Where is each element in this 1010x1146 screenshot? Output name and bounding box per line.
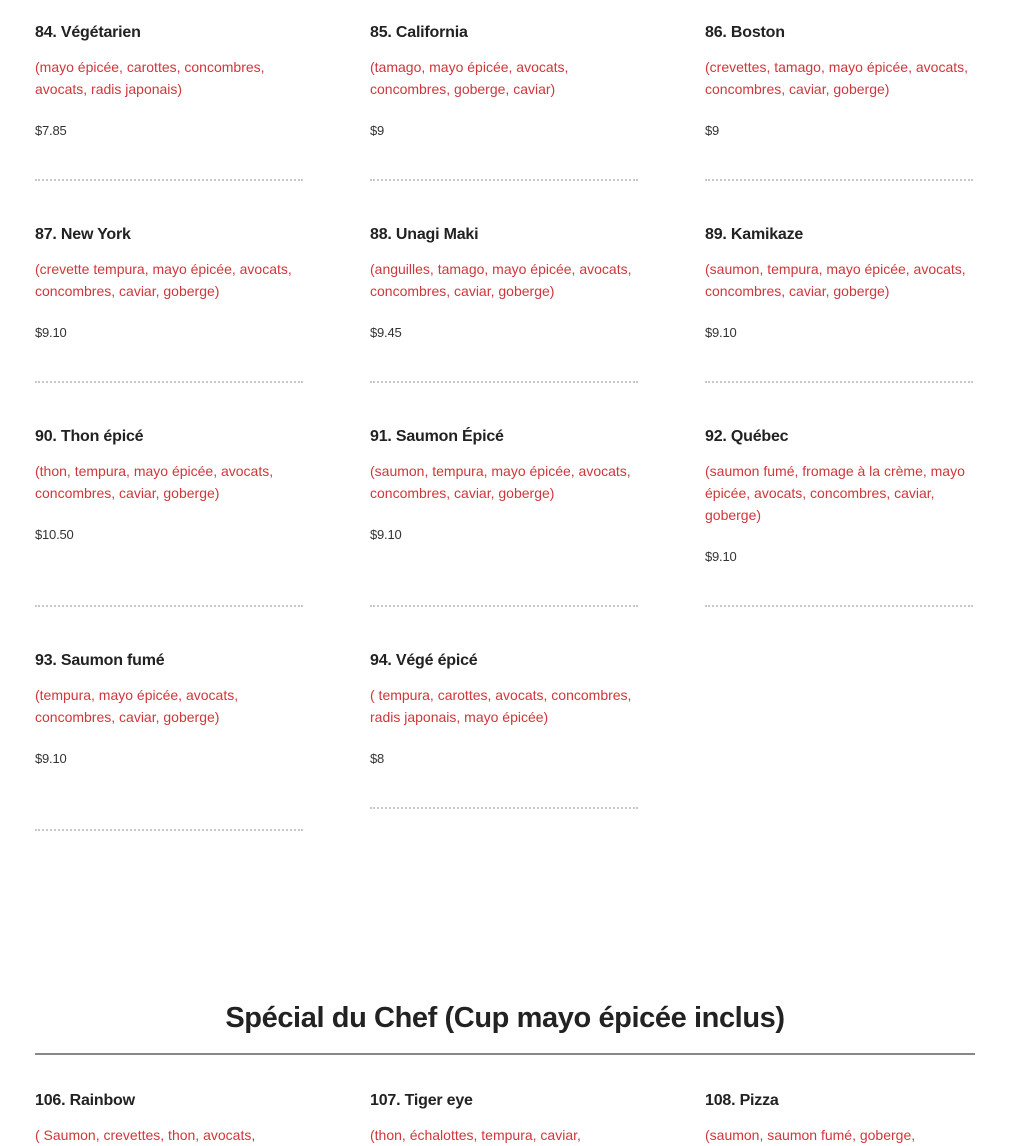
menu-item	[35, 1088, 305, 1146]
item-price: $10.50	[35, 527, 74, 542]
item-description: (mayo épicée, carottes, concombres, avocats, radis japonais)	[35, 59, 265, 97]
item-price: $9	[705, 123, 720, 138]
menu-item	[35, 222, 305, 424]
item-description: (thon, tempura, mayo épicée, avocats, concombres, caviar, goberge)	[35, 463, 274, 501]
item-title: 85. California	[370, 24, 468, 41]
item-description: ( tempura, carottes, avocats, concombres, radis japonais, mayo épicée)	[370, 687, 632, 725]
section-title: Spécial du Chef (Cup mayo épicée inclus)	[225, 1002, 785, 1034]
item-title: 89. Kamikaze	[705, 226, 804, 243]
item-price: $9.10	[35, 751, 67, 766]
item-description: (thon, échalottes, tempura, caviar,	[370, 1127, 581, 1143]
item-price: $8	[370, 751, 385, 766]
item-title: 87. New York	[35, 226, 131, 243]
item-price: $7.85	[35, 123, 67, 138]
dotted-divider	[370, 375, 638, 383]
item-title: 84. Végétarien	[35, 24, 141, 41]
dotted-divider	[35, 823, 303, 831]
item-title: 92. Québec	[705, 428, 789, 445]
dotted-divider	[370, 599, 638, 607]
item-description: (tamago, mayo épicée, avocats, concombres, goberge, caviar)	[370, 59, 569, 97]
empty-cell	[705, 648, 975, 831]
menu-item	[370, 222, 640, 424]
menu-item	[370, 424, 640, 648]
menu-item	[705, 424, 975, 648]
menu-item	[705, 1088, 975, 1146]
item-price: $9.10	[35, 325, 67, 340]
item-title: 90. Thon épicé	[35, 428, 144, 445]
item-description: (anguilles, tamago, mayo épicée, avocats, concombres, caviar, goberge)	[370, 261, 632, 299]
menu-item	[370, 20, 640, 222]
item-description: (saumon, tempura, mayo épicée, avocats, concombres, caviar, goberge)	[370, 463, 631, 501]
section-divider	[35, 1053, 975, 1055]
item-title: 86. Boston	[705, 24, 785, 41]
item-description: ( Saumon, crevettes, thon, avocats,	[35, 1127, 256, 1143]
item-title: 93. Saumon fumé	[35, 652, 165, 669]
dotted-divider	[35, 599, 303, 607]
item-price: $9.10	[370, 527, 402, 542]
item-title: 91. Saumon Épicé	[370, 428, 504, 445]
item-description: (saumon fumé, fromage à la crème, mayo épicée, avocats, concombres, caviar, goberge)	[705, 463, 965, 523]
chef-menu-grid	[35, 1088, 975, 1146]
dotted-divider	[705, 599, 973, 607]
dotted-divider	[370, 173, 638, 181]
item-description: (crevette tempura, mayo épicée, avocats, concombres, caviar, goberge)	[35, 261, 292, 299]
item-price: $9.45	[370, 325, 402, 340]
menu-item	[370, 648, 640, 831]
menu-grid	[35, 20, 975, 831]
item-price: $9.10	[705, 325, 737, 340]
dotted-divider	[35, 375, 303, 383]
dotted-divider	[705, 375, 973, 383]
item-title: 88. Unagi Maki	[370, 226, 479, 243]
item-description: (saumon, saumon fumé, goberge,	[705, 1127, 916, 1143]
item-title: 107. Tiger eye	[370, 1092, 473, 1109]
dotted-divider	[705, 173, 973, 181]
dotted-divider	[370, 801, 638, 809]
menu-item	[35, 20, 305, 222]
menu-item	[35, 648, 305, 831]
item-title: 108. Pizza	[705, 1092, 779, 1109]
item-description: (crevettes, tamago, mayo épicée, avocats, concombres, caviar, goberge)	[705, 59, 969, 97]
menu-item	[705, 222, 975, 424]
item-title: 106. Rainbow	[35, 1092, 135, 1109]
item-description: (saumon, tempura, mayo épicée, avocats, concombres, caviar, goberge)	[705, 261, 966, 299]
dotted-divider	[35, 173, 303, 181]
item-description: (tempura, mayo épicée, avocats, concombres, caviar, goberge)	[35, 687, 239, 725]
item-price: $9	[370, 123, 385, 138]
item-title: 94. Végé épicé	[370, 652, 478, 669]
item-price: $9.10	[705, 549, 737, 564]
menu-item	[370, 1088, 640, 1146]
menu-item	[35, 424, 305, 648]
menu-item	[705, 20, 975, 222]
